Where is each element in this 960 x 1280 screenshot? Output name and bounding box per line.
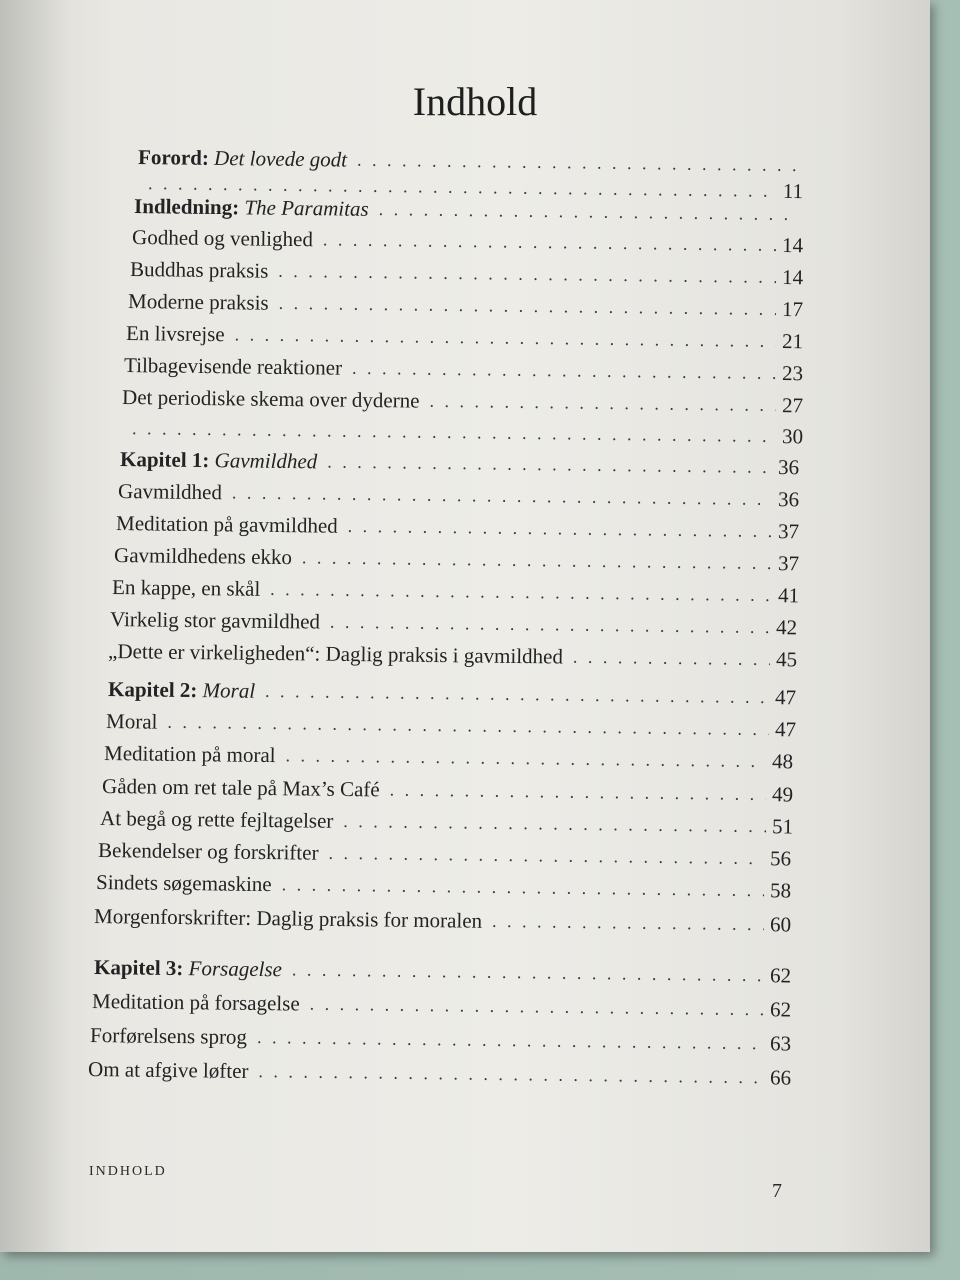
toc-page-number: 23: [781, 361, 804, 386]
toc-page-number: 36: [777, 455, 800, 480]
toc-dot-leader: [310, 995, 765, 1021]
toc-chapter-title: Gavmildhed: [214, 448, 318, 474]
toc-page-number: 37: [777, 519, 800, 544]
toc-dot-leader: [573, 648, 770, 670]
toc-section-title: Buddhas praksis: [129, 257, 269, 283]
toc-page-number: 42: [775, 615, 798, 640]
toc-section-title: Om at afgive løfter: [87, 1057, 249, 1083]
toc-dot-leader: [258, 1062, 764, 1088]
toc-entry-label: [98, 840, 329, 864]
toc-section-title: Meditation på forsagelse: [91, 989, 300, 1016]
toc-section-title: Gavmildhed: [117, 479, 223, 505]
toc-entry: [88, 1048, 791, 1089]
toc-section-title: Tilbagevisende reaktioner: [123, 353, 343, 380]
toc-page-number: 14: [781, 232, 804, 258]
toc-entry-label: [110, 609, 330, 633]
toc-section-title: Godhed og venlighed: [131, 225, 314, 252]
toc-section-title: Moral: [105, 709, 158, 734]
toc-section-title: Sindets søgemaskine: [95, 870, 272, 897]
toc-page-number: 47: [774, 685, 797, 710]
toc-section-title: Forførelsens sprog: [89, 1023, 248, 1049]
toc-page-number: 48: [771, 749, 794, 774]
toc-entry-label: [116, 513, 348, 537]
toc-page-number: 27: [781, 393, 804, 418]
toc-section-title: At begå og rette fejltagelser: [99, 806, 334, 833]
toc-chapter-label: Indledning:: [133, 194, 240, 220]
toc-section-title: En livsrejse: [125, 321, 225, 347]
toc-chapter-title: Det lovede godt: [213, 145, 348, 172]
toc-entry-label: [100, 808, 343, 832]
toc-page-number: 14: [781, 264, 804, 290]
toc-section-title: „Dette er virkeligheden“: Daglig praksis i gavmildhed: [107, 639, 564, 669]
toc-section-title: Morgenforskrifter: Daglig praksis for moralen: [93, 904, 483, 933]
toc-entry-label: [96, 872, 282, 895]
toc-page-number: 37: [777, 551, 800, 576]
toc-chapter-label: Kapitel 2:: [107, 677, 198, 703]
toc-page-number: 63: [769, 1031, 792, 1056]
toc-entry-label: [130, 259, 278, 282]
toc-page-number: 45: [775, 647, 798, 672]
toc-section-title: En kappe, en skål: [111, 575, 261, 601]
page-title: Indhold: [412, 79, 538, 124]
toc-entry-label: [108, 641, 573, 668]
toc-page-number: 60: [769, 912, 792, 937]
toc-page-number: 41: [777, 583, 800, 608]
toc-section-title: Virkelig stor gavmildhed: [109, 607, 321, 634]
toc-entry-label: [132, 227, 323, 250]
toc-chapter-title: Forsagelse: [188, 956, 283, 982]
running-head: INDHOLD: [89, 1164, 167, 1179]
toc-entry-label: [106, 711, 168, 733]
toc-page-number: 21: [781, 329, 804, 354]
toc-section-title: Gåden om ret tale på Max’s Café: [101, 774, 380, 802]
toc-chapter-title: Moral: [202, 678, 256, 703]
toc-entry-label: [126, 323, 235, 345]
toc-section-title: Det periodiske skema over dyderne: [121, 385, 420, 413]
toc-entry-label: [92, 991, 310, 1015]
toc-entry-label: [90, 1025, 257, 1048]
page-number: 7: [772, 1180, 782, 1202]
toc-entry-label: [114, 545, 302, 568]
toc-chapter-label: Kapitel 1:: [119, 447, 210, 473]
toc-page-number: 62: [769, 997, 792, 1022]
toc-chapter-label: Forord:: [137, 145, 210, 170]
toc-entry-label: [94, 957, 292, 980]
toc-page-number: 36: [777, 487, 800, 512]
toc-page-number: 56: [769, 846, 792, 871]
toc-dot-leader: [492, 912, 764, 935]
toc-entry-label: [118, 481, 232, 503]
toc-entry-label: [108, 679, 265, 702]
toc-entry-label: [88, 1059, 259, 1082]
toc-section-title: Bekendelser og forskrifter: [97, 838, 319, 865]
toc-section-title: Meditation på moral: [103, 741, 276, 768]
toc-page-number: 11: [782, 178, 804, 204]
toc-entry-label: [94, 906, 492, 932]
toc-page-number: 51: [771, 814, 794, 839]
toc-section-title: Meditation på gavmildhed: [115, 511, 338, 538]
toc-page-number: 58: [769, 878, 792, 903]
toc-entry: [94, 895, 791, 936]
toc-entry-label: [104, 743, 286, 766]
toc-chapter-label: Kapitel 3:: [93, 955, 184, 981]
toc-page-number: 62: [769, 963, 792, 988]
toc-section-title: Gavmildhedens ekko: [113, 543, 293, 570]
toc-entry-label: [120, 449, 327, 473]
toc-entry-label: [124, 355, 352, 379]
toc-section-title: Moderne praksis: [127, 289, 269, 315]
toc-page-number: 47: [774, 717, 797, 742]
toc-chapter-title: The Paramitas: [244, 195, 369, 221]
toc-page-number: 30: [781, 424, 804, 449]
toc-page-number: 17: [781, 296, 804, 322]
toc-page-number: 49: [771, 782, 794, 807]
toc-page-number: 66: [769, 1065, 792, 1090]
toc-entry-label: [112, 577, 270, 600]
toc-entry-label: [128, 291, 279, 314]
